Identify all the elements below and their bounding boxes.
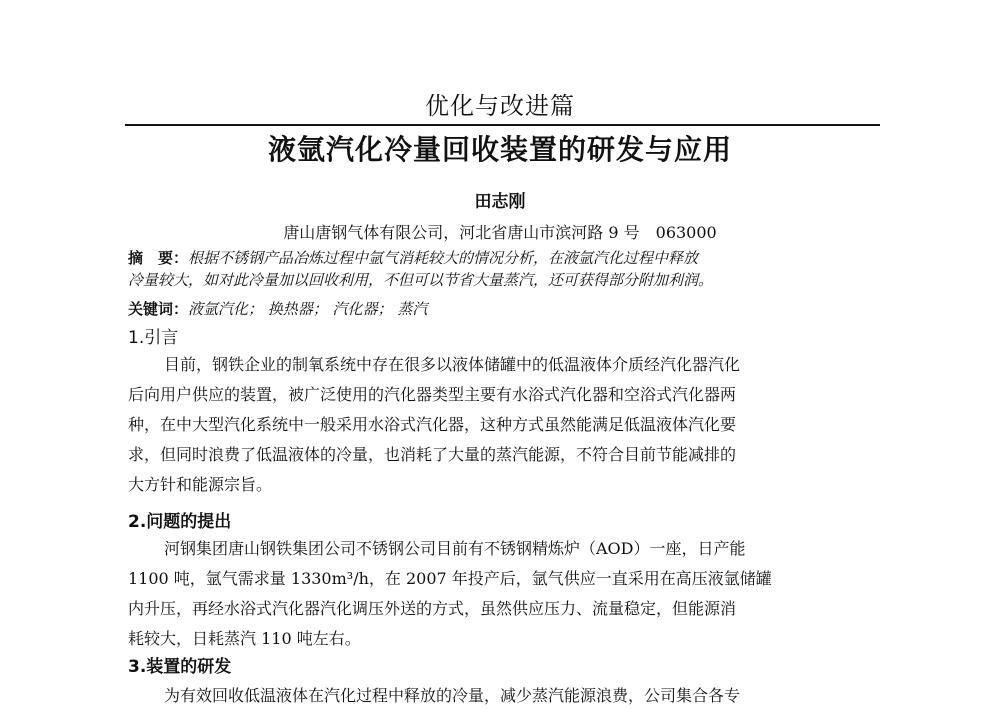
paragraph-line: 内升压，再经水浴式汽化器汽化调压外送的方式，虽然供应压力、流量稳定，但能源消: [128, 599, 737, 618]
paragraph-line: 后向用户供应的装置，被广泛使用的汽化器类型主要有水浴式汽化器和空浴式汽化器两: [128, 385, 737, 404]
paragraph-line: 1100 吨，氩气需求量 1330m³/h，在 2007 年投产后，氩气供应一直采用在高压液氩储罐: [128, 569, 772, 588]
paragraph-line: 种，在中大型汽化系统中一般采用水浴式汽化器，这种方式虽然能满足低温液体汽化要: [128, 415, 737, 434]
paragraph-development: [128, 681, 886, 711]
abstract-label: 摘 要：: [128, 249, 189, 267]
keywords-text: 液氩汽化； 换热器； 汽化器； 蒸汽: [188, 300, 428, 318]
abstract: [128, 247, 888, 291]
abstract-line: [128, 247, 888, 269]
paragraph-line: 为有效回收低温液体在汽化过程中释放的冷量，减少蒸汽能源浪费，公司集合各专: [164, 686, 741, 705]
paragraph-line: 河钢集团唐山钢铁集团公司不锈钢公司目前有不锈钢精炼炉（AOD）一座，日产能: [164, 539, 746, 558]
author-affiliation: 唐山唐钢气体有限公司，河北省唐山市滨河路 9 号 063000: [283, 223, 717, 242]
paragraph-line: 耗较大，日耗蒸汽 110 吨左右。: [128, 629, 361, 648]
abstract-text: 根据不锈钢产品冶炼过程中氩气消耗较大的情况分析，在液氩汽化过程中释放: [188, 249, 699, 267]
section-heading-development: 3.装置的研发: [128, 657, 232, 677]
paragraph-line: 目前，钢铁企业的制氧系统中存在很多以液体储罐中的低温液体介质经汽化器汽化: [164, 355, 741, 374]
section-tag: 优化与改进篇: [425, 92, 575, 120]
paragraph-problem: [128, 534, 886, 654]
header-rule: [125, 124, 880, 126]
author-name: 田志刚: [474, 192, 526, 212]
section-heading-problem: 2.问题的提出: [128, 512, 232, 532]
keywords: [128, 298, 888, 320]
abstract-line: 冷量较大，如对此冷量加以回收利用，不但可以节省大量蒸汽，还可获得部分附加利润。: [128, 271, 714, 289]
paragraph-line: 大方针和能源宗旨。: [128, 475, 273, 494]
paper-title: 液氩汽化冷量回收装置的研发与应用: [267, 133, 732, 166]
paragraph-line: 求，但同时浪费了低温液体的冷量，也消耗了大量的蒸汽能源，不符合目前节能减排的: [128, 445, 737, 464]
paragraph-introduction: [128, 350, 886, 500]
keywords-label: 关键词：: [128, 300, 189, 318]
section-heading-introduction: 1.引言: [128, 328, 179, 348]
